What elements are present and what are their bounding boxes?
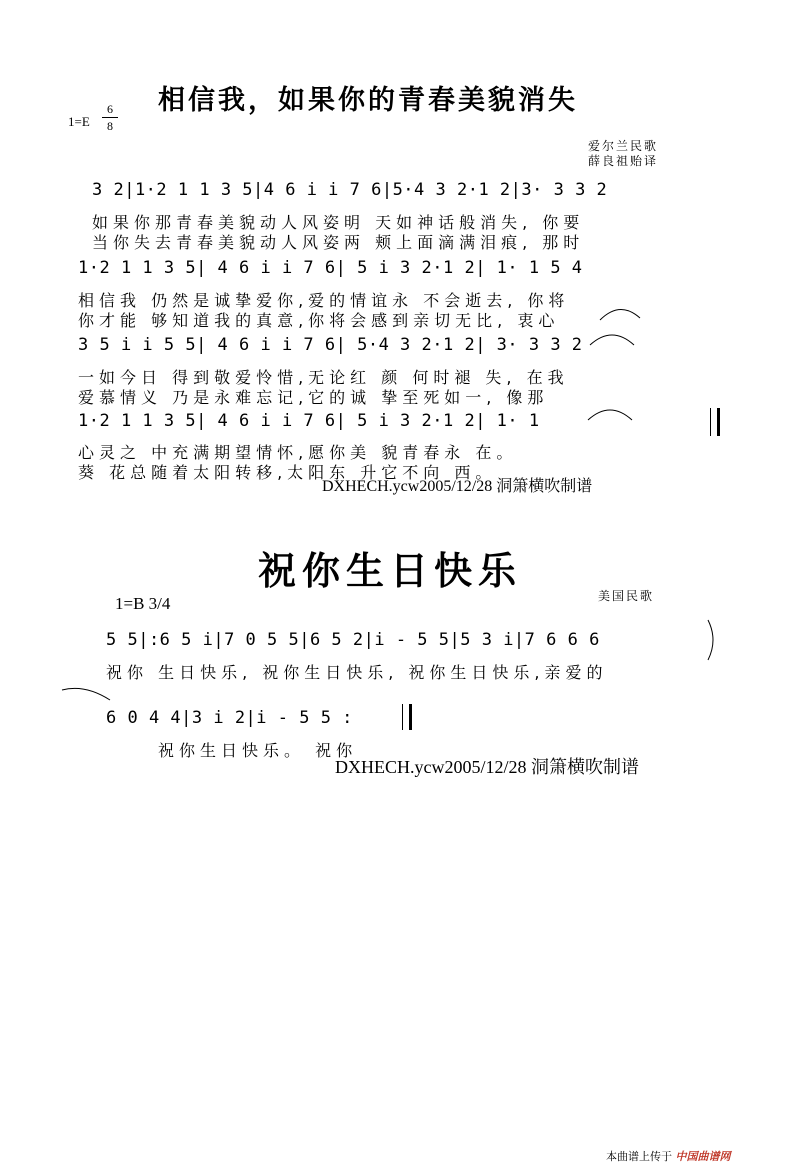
time-numerator: 6 [107, 102, 113, 116]
song1-lyrics-row-4-verse-2: 葵 花总随着太阳转移,太阳东 升它不向 西。 [78, 463, 497, 482]
song1-translator: 薛良祖贻译 [588, 154, 659, 168]
song2-origin: 美国民歌 [598, 589, 655, 603]
slur-4 [708, 620, 713, 660]
song2-notes-row-1: 5 5|:6 5 i|7 0 5 5|6 5 2|i - 5 5|5 3 i|7 6 6 6 [106, 630, 600, 650]
song2-signature: DXHECH.ycw2005/12/28 洞箫横吹制谱 [335, 757, 639, 777]
song1-lyrics-row-1-verse-1: 如果你那青春美貌动人风姿明 天如神话般消失, 你要 [92, 213, 585, 232]
song1-notes-row-4: 1·2 1 1 3 5| 4 6 i i 7 6| 5 i 3 2·1 2| 1· 1 [78, 411, 540, 431]
song1-title: 相信我，如果你的青春美貌消失 [158, 85, 578, 116]
song1-notes-row-2: 1·2 1 1 3 5| 4 6 i i 7 6| 5 i 3 2·1 2| 1· 1 5 4 [78, 258, 583, 278]
song1-signature: DXHECH.ycw2005/12/28 洞箫横吹制谱 [322, 478, 593, 495]
song1-lyrics-row-4-verse-1: 心灵之 中充满期望情怀,愿你美 貌青春永 在。 [78, 443, 518, 462]
song2-lyrics-row-1: 祝你 生日快乐, 祝你生日快乐, 祝你生日快乐,亲爱的 [106, 663, 608, 682]
song1-lyrics-row-2-verse-1: 相信我 仍然是诚挚爱你,爱的情谊永 不会逝去, 你将 [78, 291, 570, 310]
site-logo[interactable]: 中国曲谱网 [675, 1150, 731, 1163]
song2-key: 1=B 3/4 [115, 594, 171, 613]
time-denominator: 8 [107, 119, 113, 133]
song1-lyrics-row-3-verse-2: 爱慕情义 乃是永难忘记,它的诚 挚至死如一, 像那 [78, 388, 549, 407]
song2-notes-row-2: 6 0 4 4|3 i 2|i - 5 5 : [106, 708, 353, 728]
slur-5 [62, 688, 110, 700]
song2-lyrics-row-2: 祝你生日快乐。 祝你 [158, 741, 358, 760]
song1-key: 1=E [68, 114, 90, 129]
song1-lyrics-row-2-verse-2: 你才能 够知道我的真意,你将会感到亲切无比, 衷心 [78, 311, 560, 330]
footer [606, 1148, 731, 1164]
song2-title: 祝你生日快乐 [258, 548, 523, 593]
footer-text: 本曲谱上传于 [606, 1150, 672, 1163]
song1-origin: 爱尔兰民歌 [588, 139, 659, 153]
slur-3 [600, 309, 640, 320]
song1-notes-row-1: 3 2|1·2 1 1 3 5|4 6 i i 7 6|5·4 3 2·1 2|3· 3 3 2 [92, 180, 608, 200]
song1-lyrics-row-1-verse-2: 当你失去青春美貌动人风姿两 颊上面滴满泪痕, 那时 [92, 233, 585, 252]
slur-1 [590, 335, 634, 345]
slur-2 [588, 410, 632, 420]
song1-notes-row-3: 3 5 i i 5 5| 4 6 i i 7 6| 5·4 3 2·1 2| 3· 3 3 2 [78, 335, 583, 355]
song1-lyrics-row-3-verse-1: 一如今日 得到敬爱怜惜,无论红 颜 何时褪 失, 在我 [78, 368, 569, 387]
